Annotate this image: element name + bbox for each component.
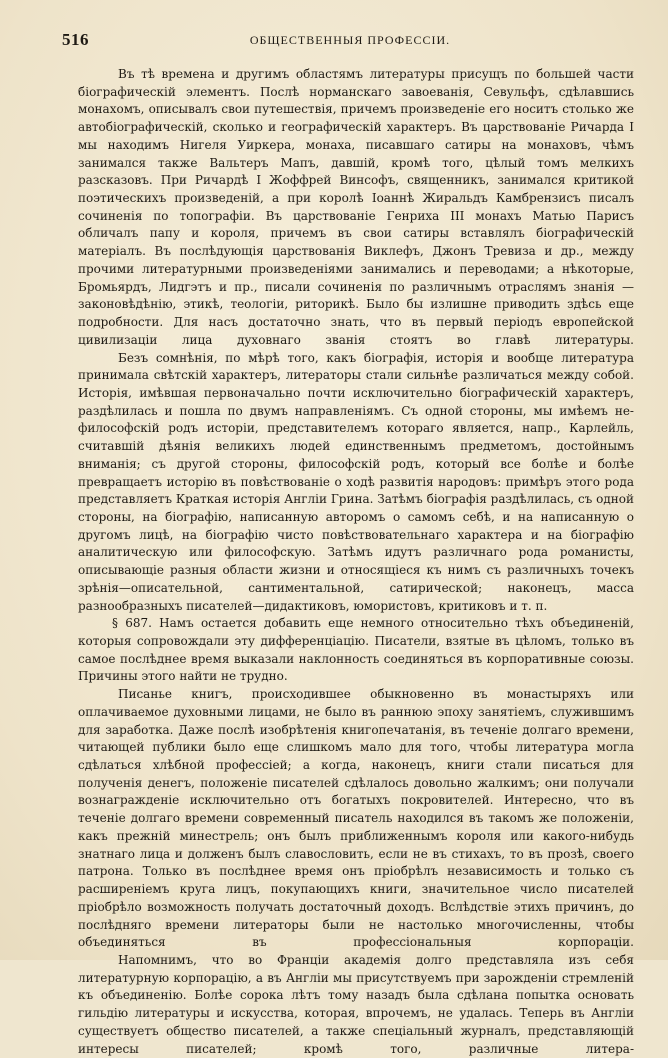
page-body (78, 66, 634, 1058)
paragraph-book-writing: Писанье книгъ, происходившее обыкновенно въ монастыряхъ или оплачиваемое духовными лицами, не было въ раннюю эпоху занятіемъ, служившимъ для заработка. Даже послѣ изобрѣтенія книгопечатанія, въ теченіе долгаго времени, читающей публики было еще слишкомъ мало для того, чтобы литература могла сдѣлаться хлѣбной профессіей; а когда, наконецъ, книги стали писаться для полученія денегъ, положеніе писателей сдѣлалось довольно жалкимъ; они получали вознагражденіе исключительно отъ богатыхъ покровителей. Интересно, что въ теченіе долгаго времени современный писатель находился въ такомъ же положеніи, какъ прежній минестрель; онъ былъ приближеннымъ короля или какого-нибудь знатнаго лица и долженъ былъ славословить, если не въ стихахъ, то въ прозѣ, своего патрона. Только въ послѣднее время онъ пріобрѣлъ независимость и только съ расширеніемъ круга лицъ, покупающихъ книги, значительное число писателей пріобрѣло возможность получать достаточный доходъ. Вслѣдствіе этихъ причинъ, до послѣдняго времени литераторы были не настолько многочисленны, чтобы объединяться въ профессіональныя корпораціи. (78, 687, 634, 950)
paragraph-corporations: Напомнимъ, что во Франціи академія долго представляла изъ себя литературную корпорацію, а въ Англіи мы присутствуемъ при зарожденіи стремленій къ объединенію. Болѣе сорока лѣтъ тому назадъ была сдѣлана попытка основать гильдію литературы и искусства, которая, впрочемъ, не удалась. Теперь въ Англіи существуетъ общество писателей, а также спеціальный журналъ, представляющій интересы писателей; кромѣ того, различные литера- (78, 952, 634, 1056)
paragraph-section-687: § 687. Намъ остается добавить еще немного относительно тѣхъ объединеній, которыя сопровождали эту дифференціацію. Писатели, взятые въ цѣломъ, только въ самое послѣднее время выказали наклонность соединяться въ корпоративные союзы. Причины этого найти не трудно. (78, 616, 634, 684)
page-header (62, 30, 638, 50)
page-number: 516 (62, 30, 89, 49)
running-title: ОБЩЕСТВЕННЫЯ ПРОФЕССІИ. (249, 33, 451, 47)
paragraph-literature-origins: Въ тѣ времена и другимъ областямъ литературы присущъ по большей части біографическій элементъ. Послѣ норманскаго завоеванія, Севульфъ, сдѣлавшись монахомъ, описывалъ свои путешествія, причемъ произведеніе его носитъ столько же автобіографическій, сколько и географическій характеръ. Въ царствованіе Ричарда I мы находимъ Нигеля Уиркера, монаха, писавшаго сатиры на монаховъ, чѣмъ занимался также Вальтеръ Мапъ, давшій, кромѣ того, цѣлый томъ мелкихъ разсказовъ. При Ричардѣ I Жоффрей Винсофъ, священникъ, занимался критикой поэтическихъ произведеній, а при королѣ Іоаннѣ Жиральдъ Камбрензисъ писалъ сочиненія по топографіи. Въ царствованіе Генриха III монахъ Матью Парисъ обличалъ папу и короля, причемъ въ свои сатиры вставлялъ біографическій матеріалъ. Въ послѣдующія царствованія Виклефъ, Джонъ Тревиза и др., между прочими литературными произведеніями занимались и переводами; а нѣкоторые, Бромьярдъ, Лидгэтъ и пр., писали сочиненія по различнымъ отраслямъ знанія — законовѣдѣнію, этикѣ, теологіи, риторикѣ. Было бы излишне приводить здѣсь еще подробности. Для насъ достаточно знать, что въ первый періодъ европейской цивилизаціи лица духовнаго званія стоятъ во главѣ литературы. (78, 67, 634, 347)
paragraph-differentiation: Безъ сомнѣнія, по мѣрѣ того, какъ біографія, исторія и вообще литература принимала свѣтскій характеръ, литераторы стали сильнѣе различаться между собой. Исторія, имѣвшая первоначально почти исключительно біографическій характеръ, раздѣлилась и пошла по двумъ направленіямъ. Съ одной стороны, мы имѣемъ не-философскій родъ исторіи, представителемъ котораго является, напр., Карлейль, считавшій дѣянія великихъ людей единственнымъ предметомъ, достойнымъ вниманія; съ другой стороны, философскій родъ, который все болѣе и болѣе превращаетъ исторію въ повѣствованіе о ходѣ развитія народовъ: примѣръ этого рода представляетъ Краткая исторія Англіи Грина. Затѣмъ біографія раздѣлилась, съ одной стороны, на біографію, написанную авторомъ о самомъ себѣ, и на написанную о другомъ лицѣ, на біографію чисто повѣствовательнаго характера и на біографію аналитическую или философскую. Затѣмъ идутъ различнаго рода романисты, описывающіе разныя области жизни и относящіеся къ нимъ съ различныхъ точекъ зрѣнія—описательной, сантиментальной, сатирической; наконецъ, масса разнообразныхъ писателей—дидактиковъ, юмористовъ, критиковъ и т. п. (78, 350, 634, 613)
